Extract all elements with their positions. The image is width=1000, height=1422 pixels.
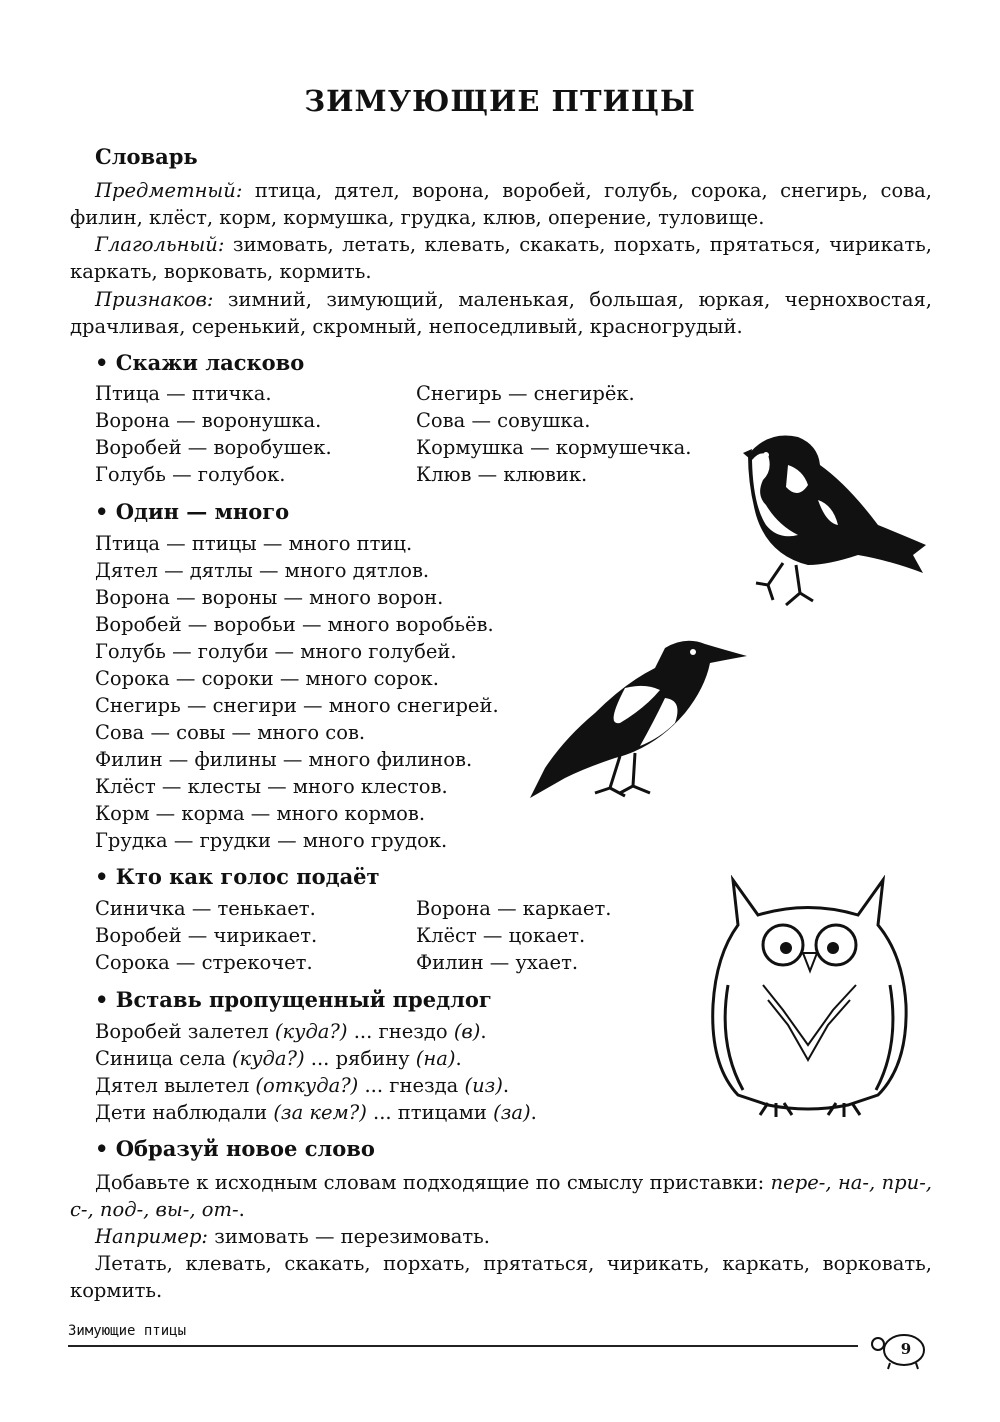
new-word-example: Например: зимовать — перезимовать. (95, 1225, 490, 1248)
verbs-label: Глагольный: (95, 233, 225, 256)
one-many-line-7: Сова — совы — много сов. (95, 721, 366, 744)
new-word-words: Летать, клевать, скакать, порхать, прятаться, чирикать, каркать, ворковать, кормить. (70, 1252, 932, 1302)
one-many-line-10: Корм — корма — много кормов. (95, 802, 426, 825)
owl-illustration (708, 875, 913, 1120)
voices-right-1: Клёст — цокает. (416, 924, 586, 947)
preposition-line: Синица села (куда?) ... рябину (на). (95, 1047, 462, 1070)
dictionary-adjectives (70, 286, 932, 340)
voices-left-1: Воробей — чирикает. (95, 924, 318, 947)
one-many-line-0: Птица — птицы — много птиц. (95, 532, 413, 555)
affectionate-left-0: Птица — птичка. (95, 382, 272, 405)
affectionate-heading: • Скажи ласково (95, 350, 304, 375)
preposition-line: Дятел вылетел (откуда?) ... гнезда (из). (95, 1074, 510, 1097)
voices-right-2: Филин — ухает. (416, 951, 579, 974)
crow-illustration (525, 628, 755, 803)
affectionate-left-3: Голубь — голубок. (95, 463, 286, 486)
voices-right-0: Ворона — каркает. (416, 897, 612, 920)
footer-divider (68, 1345, 858, 1347)
one-many-line-9: Клёст — клесты — много клестов. (95, 775, 448, 798)
preposition-line: Дети наблюдали (за кем?) ... птицами (за). (95, 1101, 537, 1124)
voices-left-0: Синичка — тенькает. (95, 897, 316, 920)
one-many-line-5: Сорока — сороки — много сорок. (95, 667, 439, 690)
affectionate-left-2: Воробей — воробушек. (95, 436, 332, 459)
sparrow-illustration (738, 425, 928, 615)
one-many-line-11: Грудка — грудки — много грудок. (95, 829, 448, 852)
adjectives-text: зимний, зимующий, маленькая, большая, юркая, чернохвостая, драчливая, серенький, скромный, непоседливый, красногрудый. (70, 288, 932, 338)
dictionary-heading: Словарь (95, 144, 198, 169)
one-many-line-3: Воробей — воробьи — много воробьёв. (95, 613, 494, 636)
dictionary-verbs (70, 231, 932, 285)
nouns-label: Предметный: (95, 179, 243, 202)
voices-left-2: Сорока — стрекочет. (95, 951, 313, 974)
one-many-heading: • Один — много (95, 499, 289, 524)
page-number: 9 (900, 1340, 912, 1358)
new-word-intro: Добавьте к исходным словам подходящие по смыслу приставки: пере-, на-, при-, с-, под-, вы-, от-. (70, 1171, 932, 1221)
affectionate-right-0: Снегирь — снегирёк. (416, 382, 635, 405)
one-many-line-2: Ворона — вороны — много ворон. (95, 586, 444, 609)
one-many-line-1: Дятел — дятлы — много дятлов. (95, 559, 430, 582)
new-word-heading: • Образуй новое слово (95, 1136, 375, 1161)
voices-heading: • Кто как голос подаёт (95, 864, 380, 889)
affectionate-right-2: Кормушка — кормушечка. (416, 436, 692, 459)
affectionate-left-1: Ворона — воронушка. (95, 409, 322, 432)
footer-section-title: Зимующие птицы (68, 1323, 187, 1339)
one-many-line-4: Голубь — голуби — много голубей. (95, 640, 457, 663)
preposition-line: Воробей залетел (куда?) ... гнездо (в). (95, 1020, 487, 1043)
affectionate-right-1: Сова — совушка. (416, 409, 591, 432)
page-title: ЗИМУЮЩИЕ ПТИЦЫ (304, 84, 696, 118)
nouns-text: птица, дятел, ворона, воробей, голубь, сорока, снегирь, сова, филин, клёст, корм, кормушка, грудка, клюв, оперение, туловище. (70, 179, 933, 229)
prepositions-heading: • Вставь пропущенный предлог (95, 987, 492, 1012)
one-many-line-8: Филин — филины — много филинов. (95, 748, 473, 771)
adjectives-label: Признаков: (95, 288, 214, 311)
verbs-text: зимовать, летать, клевать, скакать, порхать, прятаться, чирикать, каркать, ворковать, кормить. (70, 233, 932, 283)
dictionary-nouns (70, 177, 932, 231)
one-many-line-6: Снегирь — снегири — много снегирей. (95, 694, 499, 717)
affectionate-right-3: Клюв — клювик. (416, 463, 588, 486)
